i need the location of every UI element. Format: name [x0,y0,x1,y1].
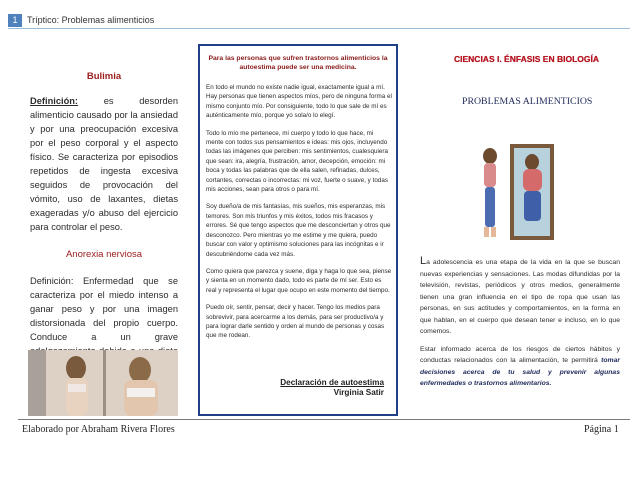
box-paragraph: Soy dueño/a de mis fantasías, mis sueños, mis esperanzas, mis temores. Son mis triunfos y mis éxitos, todos mis fracasos y errores. Sé que tengo aspectos que me desconciertan y otros que desconozco. Pero mientras yo me estime y me quiera, puedo buscar con valor y optimismo soluciones para las incógnitas e ir descubriéndome cada vez más. [206,203,391,258]
advice-paragraph [420,344,620,390]
footer-page-number: Página 1 [584,424,619,435]
bulimia-heading: Bulimia [86,71,122,82]
page-header [0,0,638,26]
anorexia-heading: Anorexia nerviosa [65,249,143,260]
box-paragraph: En todo el mundo no existe nadie igual, exactamente igual a mí. Hay personas que tienen aspectos míos, pero de ninguna forma el mismo conjunto mío. Por consiguiente, todo lo que sale de mí es auténticamente mío, porque yo sola/o lo elegí. [206,84,392,120]
anorexia-definition: Definición: Enfermedad que se caracteriza por el miedo intenso a ganar peso y por una imagen distorsionada del propio cuerpo. Conduce a un grave [30,276,178,342]
intro-text [420,256,620,396]
definition-label: Definición: [30,96,79,106]
mirror-illustration [470,138,558,245]
page-number-badge: 1 [8,14,22,27]
subject-heading: CIENCIAS I. ÉNFASIS EN BIOLOGÍA [454,54,599,64]
advice-text: Estar informado acerca de los riesgos de ciertos hábitos y conductas relacionados con la alimentación, te permitirá [420,345,620,364]
signature-author: Virginia Satir [333,388,384,397]
bulimia-text: es desorden alimenticio causado por la ansiedad y por una preocupación excesiva por el peso corporal y el aspecto físico. Se caracteriza por episodios repetidos de ingesta excesiva seguidos de provocación del vómito, uso de laxantes, dietas exageradas y/o abuso del ejercicio para controlar el peso. [30,96,178,232]
drop-cap: L [420,255,427,267]
document-header-title: Tríptico: Problemas alimenticios [27,15,155,25]
footer-author: Elaborado por Abraham Rivera Flores [22,424,175,435]
box-body [206,83,392,349]
intro-paragraph [420,256,620,338]
box-paragraph: Todo lo mío me pertenece, mi cuerpo y todo lo que hace, mi mente con todos sus pensamientos e ideas: mis ojos, incluyendo todas las imágenes que perciben: mis sentimientos, cualesquiera que sean: ira, alegría, frustración, amor, decepción, emoción: mi boca y todas las palabras que de ella salen, refinadas, dulces, cortantes, correctas o incorrectas: mi voz, fuerte o suave, y todas mis acciones, sean para otros o para mí. [206,129,389,194]
bulimia-photo [28,350,178,416]
box-paragraph: Puedo oír, sentir, pensar, decir y hacer. Tengo los medios para sobrevivir, para acercarme a los demás, para ser productivo/a y para lograr darle sentido y orden al mundo de personas y cosas que me rodean. [206,304,385,340]
advice-emphasis: tomar decisiones acerca de tu salud y prevenir algunas enfermedades o trastornos alimentarios. [420,357,620,387]
box-paragraph: Como quiera que parezca y suene, diga y haga lo que sea, piense y sienta en un momento dado, todo es parte de mí ser. Esto es real y representa el lugar que ocupo en este momento del tiempo. [206,267,392,294]
signature [206,378,384,398]
intro-paragraph-text: a adolescencia es una etapa de la vida en la que se buscan nuevas experiencias y sensaciones. Las modas difundidas por la televisión, revistas, periódicos y otros medios, generalmente tienen una gran influencia en el tipo de ropa que usan las personas, en sus actitudes y comportamientos, en la forma en que hablan, en el cuerpo que desean tener e incluso, en lo que comemos. [420,259,620,335]
document-title: PROBLEMAS ALIMENTICIOS [462,96,593,107]
signature-title: Declaración de autoestima [280,378,384,387]
bulimia-definition [30,94,178,234]
box-title: Para las personas que sufren trastornos alimenticios la autoestima puede ser una medicina. [208,55,388,71]
footer-divider [18,419,630,420]
header-divider [8,28,630,29]
left-column [30,70,178,386]
